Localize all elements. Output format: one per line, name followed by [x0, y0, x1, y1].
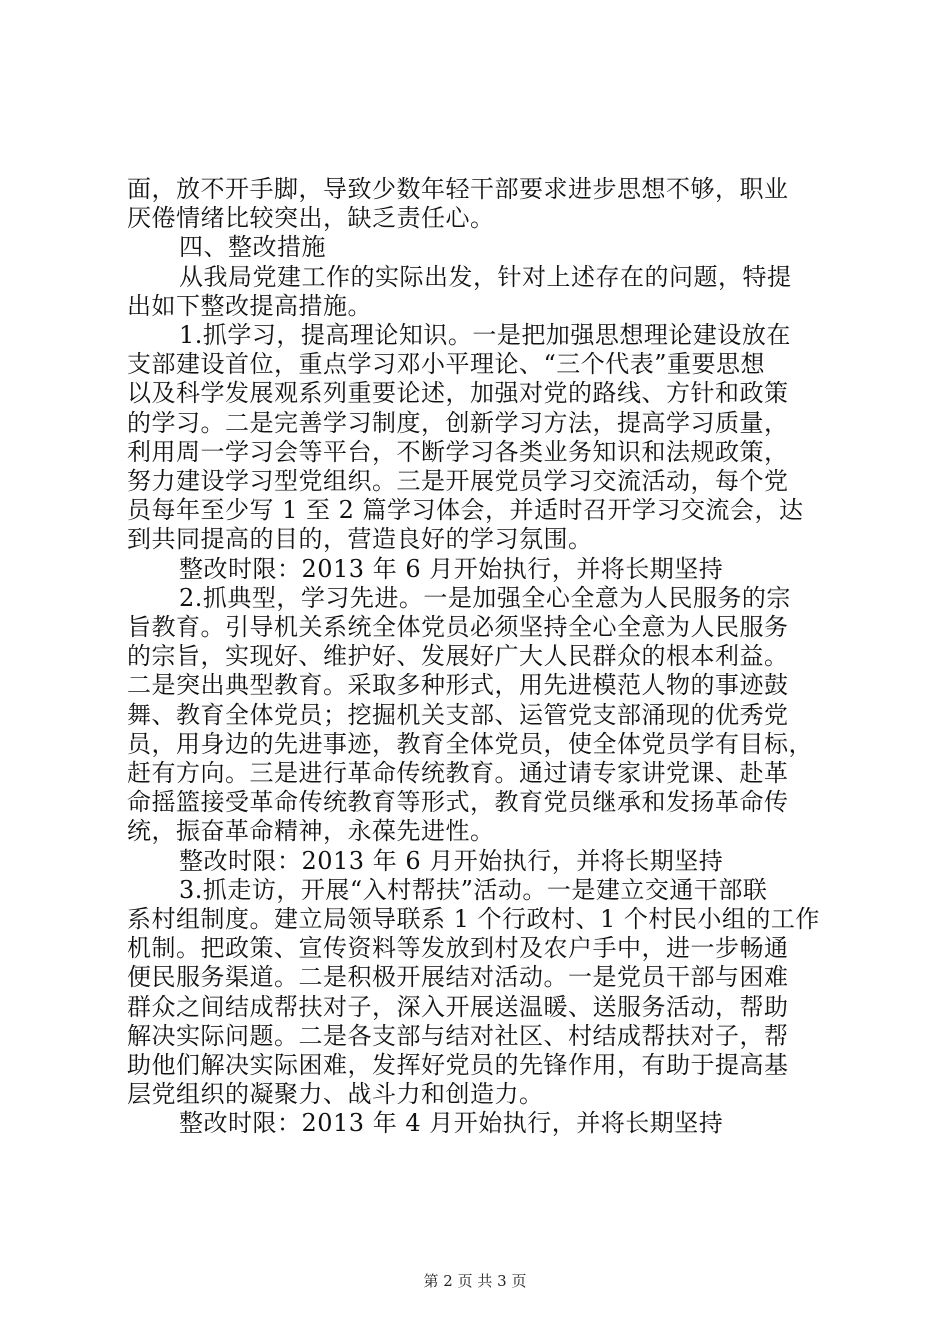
text-line: 2.抓典型，学习先进。一是加强全心全意为人民服务的宗: [179, 583, 791, 612]
text-line: 努力建设学习型党组织。三是开展党员学习交流活动，每个党: [127, 467, 789, 495]
text-line: 厌倦情绪比较突出，缺乏责任心。: [127, 204, 495, 233]
text-line: 到共同提高的目的，营造良好的学习氛围。: [127, 525, 593, 554]
text-line: 以及科学发展观系列重要论述，加强对党的路线、方针和政策: [127, 379, 789, 408]
text-line: 旨教育。引导机关系统全体党员必须坚持全心全意为人民服务: [127, 613, 789, 641]
text-line: 机制。把政策、宣传资料等发放到村及农户手中，进一步畅通: [127, 934, 789, 963]
text-line: 系村组制度。建立局领导联系 1 个行政村、1 个村民小组的工作: [127, 905, 820, 933]
text-line: 1.抓学习，提高理论知识。一是把加强思想理论建设放在: [179, 321, 791, 349]
text-line: 的学习。二是完善学习制度，创新学习方法，提高学习质量，: [127, 408, 789, 437]
text-line: 利用周一学习会等平台，不断学习各类业务知识和法规政策，: [127, 437, 789, 466]
deadline-line: 整改时限：2013 年 6 月开始执行，并将长期坚持: [179, 846, 724, 875]
text-line: 二是突出典型教育。采取多种形式，用先进模范人物的事迹鼓: [127, 671, 789, 700]
page-footer: 第 2 页 共 3 页: [423, 1272, 527, 1290]
text-line: 员，用身边的先进事迹，教育全体党员，使全体党员学有目标，: [127, 729, 813, 758]
text-line: 解决实际问题。二是各支部与结对社区、村结成帮扶对子，帮: [127, 1021, 789, 1050]
text-line: 支部建设首位，重点学习邓小平理论、“三个代表”重要思想: [127, 350, 766, 379]
text-line: 面，放不开手脚，导致少数年轻干部要求进步思想不够，职业: [127, 175, 789, 203]
text-line: 出如下整改提高措施。: [127, 291, 372, 320]
text-line: 群众之间结成帮扶对子，深入开展送温暖、送服务活动，帮助: [127, 992, 789, 1021]
text-line: 员每年至少写 1 至 2 篇学习体会，并适时召开学习交流会，达: [127, 496, 804, 525]
text-line: 的宗旨，实现好、维护好、发展好广大人民群众的根本利益。: [127, 642, 789, 671]
text-line: 统，振奋革命精神，永葆先进性。: [127, 817, 495, 846]
text-line: 命摇篮接受革命传统教育等形式，教育党员继承和发扬革命传: [127, 788, 789, 817]
text-line: 便民服务渠道。二是积极开展结对活动。一是党员干部与困难: [127, 963, 789, 992]
deadline-line: 整改时限：2013 年 4 月开始执行，并将长期坚持: [179, 1109, 724, 1138]
deadline-line: 整改时限：2013 年 6 月开始执行，并将长期坚持: [179, 554, 724, 583]
text-line: 舞、教育全体党员；挖掘机关支部、运管党支部涌现的优秀党: [127, 700, 789, 729]
section-heading: 四、整改措施: [179, 233, 326, 262]
text-line: 赶有方向。三是进行革命传统教育。通过请专家讲党课、赴革: [127, 759, 789, 787]
text-line: 层党组织的凝聚力、战斗力和创造力。: [127, 1080, 544, 1109]
text-line: 助他们解决实际困难，发挥好党员的先锋作用，有助于提高基: [127, 1051, 789, 1079]
text-line: 3.抓走访，开展“入村帮扶”活动。一是建立交通干部联: [179, 875, 768, 904]
text-line: 从我局党建工作的实际出发，针对上述存在的问题，特提: [179, 262, 792, 291]
